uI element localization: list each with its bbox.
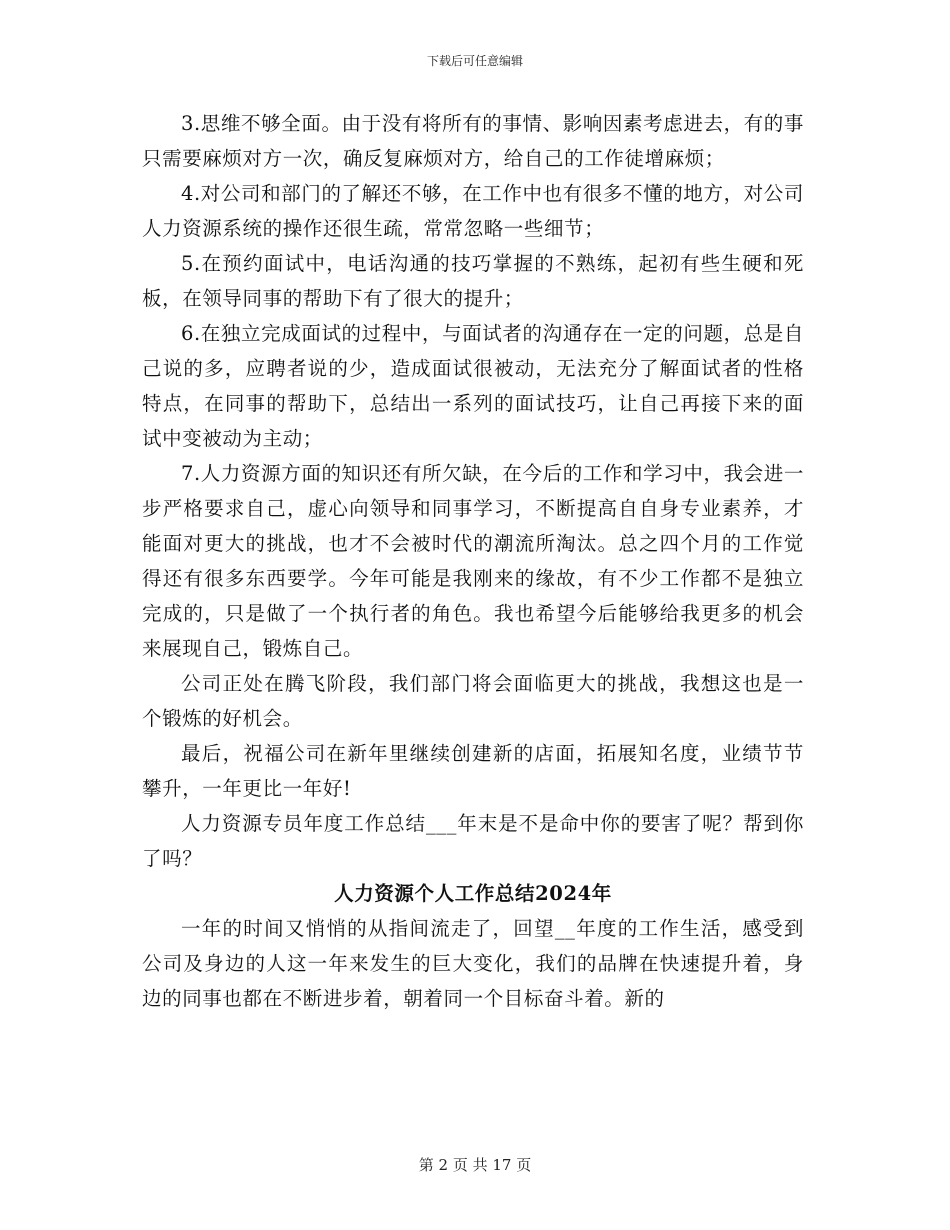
paragraph-closing-wish: 最后，祝福公司在新年里继续创建新的店面，拓展知名度，业绩节节攀升，一年更比一年好! (142, 742, 804, 800)
page-footer: 第 2 页 共 17 页 (418, 1156, 532, 1174)
paragraph-summary-note: 人力资源专员年度工作总结___年末是不是命中你的要害了呢？帮到你了吗？ (142, 812, 804, 870)
paragraph-item-3: 3.思维不够全面。由于没有将所有的事情、影响因素考虑进去，有的事只需要麻烦对方一次，确反复麻烦对方，给自己的工作徒增麻烦； (142, 112, 804, 170)
paragraph-item-4: 4.对公司和部门的了解还不够，在工作中也有很多不懂的地方，对公司人力资源系统的操作还很生疏，常常忽略一些细节； (142, 182, 804, 240)
paragraph-intro: 一年的时间又悄悄的从指间流走了，回望__年度的工作生活，感受到公司及身边的人这一年来发生的巨大变化，我们的品牌在快速提升着，身边的同事也都在不断进步着，朝着同一个目标奋斗着。新的 (142, 917, 804, 1010)
paragraph-company-outlook: 公司正处在腾飞阶段，我们部门将会面临更大的挑战，我想这也是一个锻炼的好机会。 (142, 672, 804, 730)
paragraph-item-6: 6.在独立完成面试的过程中，与面试者的沟通存在一定的问题，总是自己说的多，应聘者说的少，造成面试很被动，无法充分了解面试者的性格特点，在同事的帮助下，总结出一系列的面试技巧，让自己再接下来的面试中变被动为主动； (142, 322, 804, 450)
document-body (142, 106, 804, 1016)
paragraph-item-7: 7.人力资源方面的知识还有所欠缺，在今后的工作和学习中，我会进一步严格要求自己，虚心向领导和同事学习，不断提高自自身专业素养，才能面对更大的挑战，也才不会被时代的潮流所淘汰。总之四个月的工作觉得还有很多东西要学。今年可能是我刚来的缘故，有不少工作都不是独立完成的，只是做了一个执行者的角色。我也希望今后能够给我更多的机会来展现自己，锻炼自己。 (142, 462, 804, 660)
section-title: 人力资源个人工作总结2024年 (334, 882, 612, 905)
page-header: 下载后可任意编辑 (426, 54, 523, 68)
paragraph-item-5: 5.在预约面试中，电话沟通的技巧掌握的不熟练，起初有些生硬和死板，在领导同事的帮助下有了很大的提升； (142, 252, 804, 310)
